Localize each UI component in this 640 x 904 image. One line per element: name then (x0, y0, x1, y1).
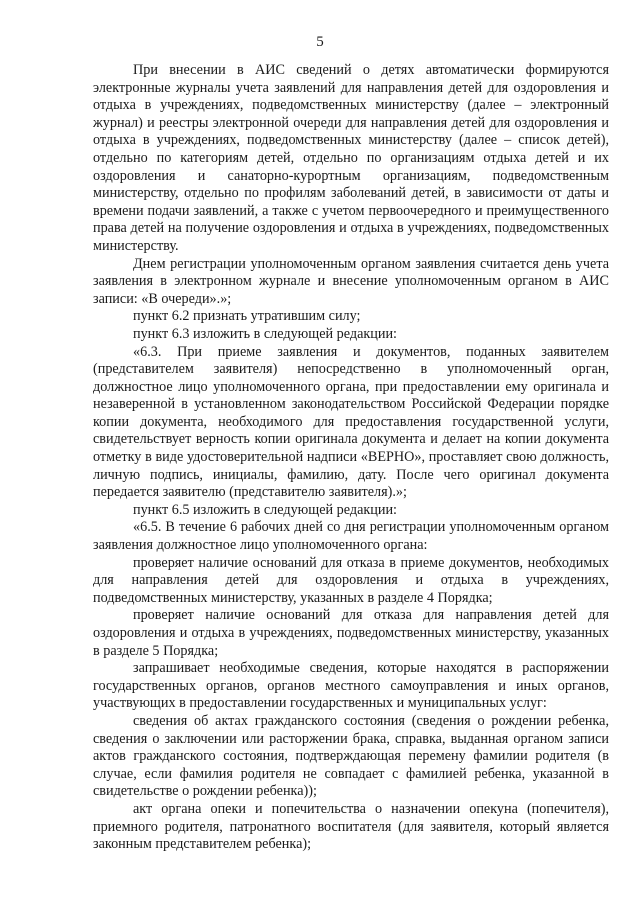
paragraph: сведения об актах гражданского состояния (сведения о рождении ребенка, сведения о заключении или расторжении брака, справка, выданная органом записи актов гражданского состояния, подтверждающая перемену фамилии родителя (в случае, если фамилия родителя не совпадает с фамилией ребенка, указанной в свидетельстве о рождении ребенка)); (93, 712, 609, 800)
paragraph: акт органа опеки и попечительства о назначении опекуна (попечителя), приемного родителя, патронатного воспитателя (для заявителя, который является законным представителем ребенка); (93, 800, 609, 853)
paragraph: Днем регистрации уполномоченным органом заявления считается день учета заявления в электронном журнале и внесение уполномоченным органом в АИС записи: «В очереди».»; (93, 255, 609, 307)
paragraph: При внесении в АИС сведений о детях автоматически формируются электронные журналы учета заявлений для направления детей для оздоровления и отдыха в учреждениях, подведомственных министерству (далее – электронный журнал) и реестры электронной очереди для направления детей для оздоровления и отдыха в учреждениях, подведомственных министерству (далее – список детей), отдельно по категориям детей, отдельно по организациям отдыха детей и их оздоровления и санаторно-курортным организациям, подведомственным министерству, отдельно по профилям заболеваний детей, в зависимости от даты и времени подачи заявлений, а также с учетом первоочередного и преимущественного права детей на получение оздоровления и отдыха в учреждениях, подведомственных министерству. (93, 62, 609, 254)
paragraph: проверяет наличие оснований для отказа для направления детей для оздоровления и отдыха в учреждениях, подведомственных министерству, указанных в разделе 5 Порядка; (93, 607, 609, 659)
paragraph: пункт 6.2 признать утратившим силу; (133, 308, 361, 325)
paragraph: запрашивает необходимые сведения, которые находятся в распоряжении государственных органов, органов местного самоуправления и иных органов, участвующих в предоставлении государственных и муниципальных услуг: (93, 660, 609, 712)
paragraph: «6.3. При приеме заявления и документов, поданных заявителем (представителем заявителя) непосредственно в уполномоченный орган, должностное лицо уполномоченного органа, при предоставлении ему оригинала и незаверенной в установленном законодательством Российской Федерации порядке копии документа, необходимого для предоставления государственной услуги, свидетельствует верность копии оригинала документа и делает на копии документа отметку в виде удостоверительной надписи «ВЕРНО», проставляет свою должность, личную подпись, инициалы, фамилию, дату. После чего оригинал документа передается заявителю (представителю заявителя).»; (93, 343, 609, 501)
document-body (93, 62, 609, 854)
paragraph: проверяет наличие оснований для отказа в приеме документов, необходимых для направления детей для оздоровления и отдыха в учреждениях, подведомственных министерству, указанных в разделе 4 Порядка; (93, 554, 609, 606)
page-number: 5 (316, 34, 324, 50)
paragraph: «6.5. В течение 6 рабочих дней со дня регистрации уполномоченным органом заявления должностное лицо уполномоченного органа: (93, 519, 609, 554)
paragraph: пункт 6.5 изложить в следующей редакции: (133, 501, 397, 518)
paragraph: пункт 6.3 изложить в следующей редакции: (133, 325, 397, 342)
